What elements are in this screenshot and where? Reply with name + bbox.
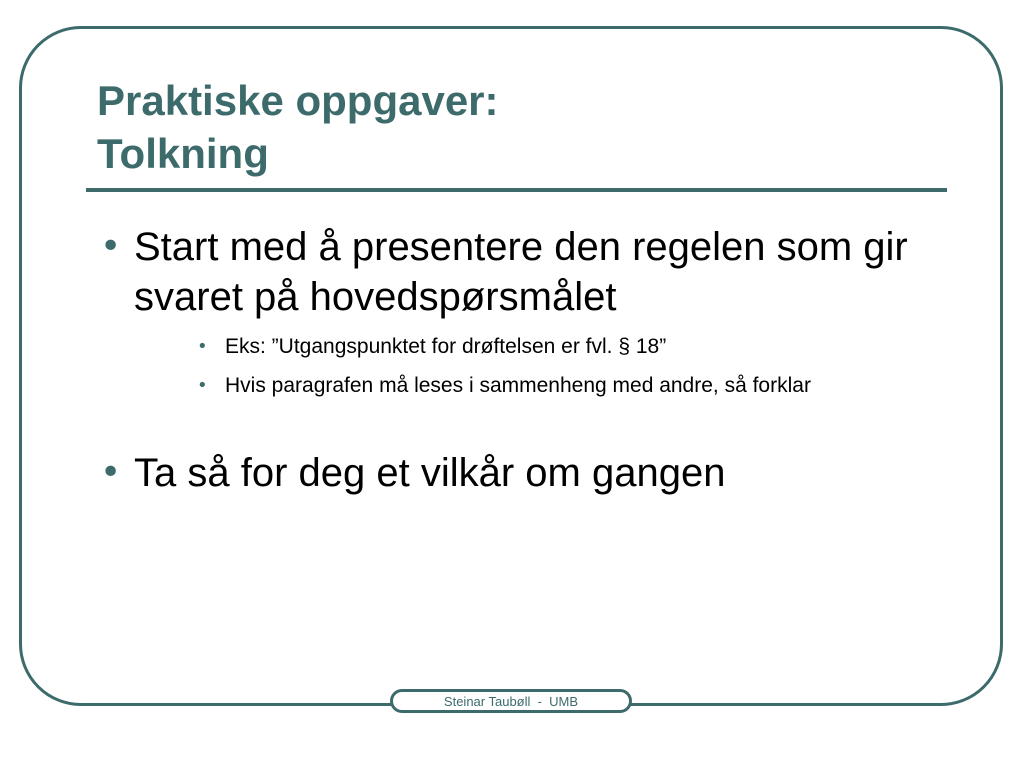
title-line-2: Tolkning: [97, 130, 269, 177]
title-line-1: Praktiske oppgaver:: [97, 77, 499, 124]
sub-bullet-dot-icon: •: [197, 336, 208, 357]
sub-bullet-item-2: [197, 373, 811, 399]
title-divider: [86, 188, 947, 192]
bullet-item-1: [100, 222, 944, 322]
sub-bullet-text: Eks: ”Utgangspunktet for drøftelsen er fvl. § 18”: [225, 335, 667, 358]
slide-title: [97, 74, 499, 180]
bullet-item-2: [100, 448, 944, 498]
sub-bullet-dot-icon: •: [197, 375, 208, 396]
sub-bullet-text: Hvis paragrafen må leses i sammenheng med andre, så forklar: [225, 374, 811, 397]
bullet-dot-icon: •: [100, 452, 122, 493]
sub-bullet-item-1: [197, 334, 666, 360]
footer-label: Steinar Taubøll - UMB: [390, 689, 632, 713]
bullet-text: Ta så for deg et vilkår om gangen: [134, 451, 726, 495]
bullet-dot-icon: •: [100, 226, 122, 267]
bullet-text: Start med å presentere den regelen som gir svaret på hovedspørsmålet: [134, 225, 908, 319]
